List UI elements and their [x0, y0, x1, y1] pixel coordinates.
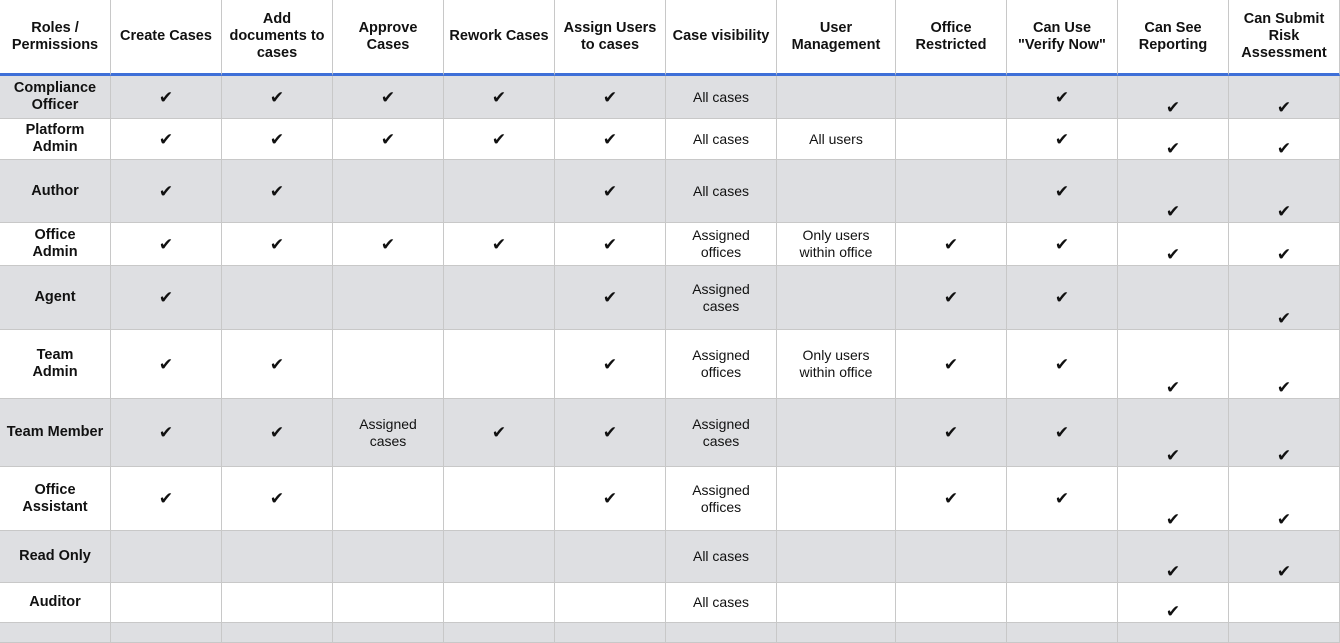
table-cell: [111, 467, 222, 531]
table-cell: [333, 266, 444, 330]
table-cell: [896, 160, 1007, 223]
checkmark-icon: ✔: [1165, 98, 1181, 117]
column-header: [111, 0, 222, 76]
table-cell: [1229, 399, 1340, 467]
table-cell: [1118, 160, 1229, 223]
row-header: [0, 467, 111, 531]
row-header: [0, 399, 111, 467]
column-header: [555, 0, 666, 76]
table-cell: [896, 266, 1007, 330]
table-cell: [1007, 266, 1118, 330]
table-cell: [111, 583, 222, 623]
role-name: Auditor: [29, 594, 81, 610]
column-header-label: Add documents to cases: [229, 11, 325, 61]
table-cell: [1007, 330, 1118, 399]
table-cell: [222, 467, 333, 531]
table-cell: [555, 467, 666, 531]
column-header-label: User Management: [791, 19, 881, 53]
checkmark-icon: ✔: [269, 423, 285, 442]
column-header: [333, 0, 444, 76]
cell-value: All cases: [692, 130, 750, 147]
cell-value: Assigned offices: [692, 227, 750, 260]
checkmark-icon: ✔: [380, 129, 396, 149]
table-cell: [444, 160, 555, 223]
checkmark-icon: ✔: [1054, 489, 1070, 508]
table-cell: [896, 330, 1007, 399]
column-header-label: Create Cases: [120, 28, 212, 44]
checkmark-icon: ✔: [1054, 87, 1070, 107]
table-cell: [1229, 266, 1340, 330]
checkmark-icon: ✔: [1276, 245, 1292, 264]
table-cell: [777, 223, 896, 266]
checkmark-icon: ✔: [1165, 510, 1181, 529]
table-cell: [222, 223, 333, 266]
column-header-label: Case visibility: [672, 28, 770, 44]
checkmark-icon: ✔: [158, 234, 174, 254]
column-header-label: Rework Cases: [449, 28, 549, 44]
table-cell: [111, 266, 222, 330]
row-header: [0, 160, 111, 223]
row-header: [0, 223, 111, 266]
empty-cell: [1229, 623, 1340, 643]
table-cell: [777, 266, 896, 330]
table-cell: [555, 266, 666, 330]
checkmark-icon: ✔: [1276, 139, 1292, 158]
checkmark-icon: ✔: [1054, 354, 1070, 374]
checkmark-icon: ✔: [602, 423, 618, 442]
checkmark-icon: ✔: [1165, 562, 1181, 581]
checkmark-icon: ✔: [1276, 378, 1292, 397]
checkmark-icon: ✔: [1054, 129, 1070, 149]
table-cell: [111, 223, 222, 266]
table-cell: [1007, 583, 1118, 623]
checkmark-icon: ✔: [1276, 446, 1292, 465]
table-cell: [777, 467, 896, 531]
checkmark-icon: ✔: [943, 234, 959, 254]
checkmark-icon: ✔: [1165, 245, 1181, 264]
table-cell: [555, 119, 666, 160]
cell-value: All cases: [692, 594, 750, 610]
empty-cell: [222, 623, 333, 643]
table-cell: [666, 583, 777, 623]
table-cell: [666, 223, 777, 266]
table-cell: [666, 160, 777, 223]
table-cell: [111, 160, 222, 223]
row-header: [0, 330, 111, 399]
table-cell: [111, 330, 222, 399]
checkmark-icon: ✔: [1276, 510, 1292, 529]
table-cell: [896, 399, 1007, 467]
column-header-label: Can Use "Verify Now": [1018, 19, 1106, 53]
checkmark-icon: ✔: [269, 489, 285, 508]
column-header: [1007, 0, 1118, 76]
checkmark-icon: ✔: [158, 87, 174, 107]
table-cell: [111, 399, 222, 467]
role-name: Platform Admin: [25, 122, 85, 155]
row-header: [0, 531, 111, 583]
role-name: Compliance Officer: [13, 80, 97, 113]
checkmark-icon: ✔: [943, 288, 959, 307]
table-cell: [444, 76, 555, 119]
checkmark-icon: ✔: [1054, 234, 1070, 254]
table-cell: [1118, 76, 1229, 119]
table-cell: [444, 223, 555, 266]
checkmark-icon: ✔: [1054, 423, 1070, 442]
table-cell: [777, 330, 896, 399]
role-name: Author: [31, 182, 79, 199]
table-cell: [896, 119, 1007, 160]
empty-cell: [666, 623, 777, 643]
table-cell: [896, 467, 1007, 531]
table-cell: [1118, 266, 1229, 330]
table-cell: [777, 399, 896, 467]
column-header: [222, 0, 333, 76]
column-header: [444, 0, 555, 76]
table-cell: [333, 76, 444, 119]
cell-value: Assigned cases: [359, 415, 417, 449]
table-cell: [1229, 76, 1340, 119]
table-cell: [666, 119, 777, 160]
checkmark-icon: ✔: [1165, 378, 1181, 397]
table-cell: [777, 119, 896, 160]
table-cell: [666, 467, 777, 531]
checkmark-icon: ✔: [1276, 309, 1292, 328]
table-cell: [333, 399, 444, 467]
column-header: [777, 0, 896, 76]
empty-cell: [0, 623, 111, 643]
checkmark-icon: ✔: [943, 423, 959, 442]
table-cell: [222, 583, 333, 623]
role-name: Agent: [34, 289, 76, 305]
table-cell: [1118, 330, 1229, 399]
checkmark-icon: ✔: [158, 354, 174, 374]
table-cell: [555, 223, 666, 266]
cell-value: Only users within office: [799, 347, 873, 380]
column-header: [666, 0, 777, 76]
table-cell: [333, 119, 444, 160]
table-cell: [896, 531, 1007, 583]
table-cell: [1229, 223, 1340, 266]
table-cell: [666, 399, 777, 467]
checkmark-icon: ✔: [602, 181, 618, 201]
table-cell: [444, 467, 555, 531]
checkmark-icon: ✔: [602, 129, 618, 149]
table-cell: [444, 119, 555, 160]
table-cell: [777, 76, 896, 119]
checkmark-icon: ✔: [1165, 202, 1181, 221]
table-cell: [1229, 583, 1340, 623]
checkmark-icon: ✔: [380, 234, 396, 254]
column-header: [1229, 0, 1340, 76]
column-header: [896, 0, 1007, 76]
column-header-label: Approve Cases: [358, 19, 418, 53]
table-cell: [444, 266, 555, 330]
table-cell: [666, 330, 777, 399]
checkmark-icon: ✔: [1054, 288, 1070, 307]
checkmark-icon: ✔: [943, 354, 959, 374]
column-header-label: Can Submit Risk Assessment: [1241, 11, 1327, 61]
checkmark-icon: ✔: [943, 489, 959, 508]
table-cell: [444, 583, 555, 623]
checkmark-icon: ✔: [491, 423, 507, 442]
checkmark-icon: ✔: [491, 234, 507, 254]
table-cell: [1229, 119, 1340, 160]
cell-value: All cases: [692, 88, 750, 105]
checkmark-icon: ✔: [269, 87, 285, 107]
table-cell: [1118, 467, 1229, 531]
cell-value: All cases: [692, 548, 750, 564]
table-cell: [1007, 399, 1118, 467]
table-cell: [555, 531, 666, 583]
checkmark-icon: ✔: [269, 181, 285, 201]
checkmark-icon: ✔: [1276, 98, 1292, 117]
table-cell: [1229, 467, 1340, 531]
table-cell: [1229, 531, 1340, 583]
checkmark-icon: ✔: [1165, 446, 1181, 465]
checkmark-icon: ✔: [602, 87, 618, 107]
table-cell: [1007, 531, 1118, 583]
empty-cell: [333, 623, 444, 643]
row-header: [0, 119, 111, 160]
table-cell: [777, 160, 896, 223]
empty-cell: [896, 623, 1007, 643]
table-cell: [444, 531, 555, 583]
row-header: [0, 583, 111, 623]
checkmark-icon: ✔: [380, 87, 396, 107]
table-cell: [1118, 583, 1229, 623]
column-header-label: Assign Users to cases: [563, 19, 657, 53]
checkmark-icon: ✔: [1276, 562, 1292, 581]
checkmark-icon: ✔: [491, 87, 507, 107]
row-header: [0, 76, 111, 119]
table-cell: [1118, 531, 1229, 583]
checkmark-icon: ✔: [1276, 202, 1292, 221]
checkmark-icon: ✔: [158, 489, 174, 508]
table-cell: [333, 160, 444, 223]
checkmark-icon: ✔: [158, 129, 174, 149]
empty-cell: [1007, 623, 1118, 643]
table-cell: [111, 119, 222, 160]
cell-value: All users: [809, 130, 863, 147]
empty-cell: [1118, 623, 1229, 643]
table-cell: [333, 583, 444, 623]
table-cell: [555, 399, 666, 467]
table-cell: [444, 330, 555, 399]
table-cell: [1007, 223, 1118, 266]
row-header: [0, 266, 111, 330]
checkmark-icon: ✔: [269, 129, 285, 149]
table-cell: [222, 330, 333, 399]
table-cell: [222, 266, 333, 330]
table-cell: [555, 160, 666, 223]
column-header-label: Can See Reporting: [1138, 19, 1208, 53]
table-cell: [1007, 119, 1118, 160]
role-name: Read Only: [19, 548, 91, 564]
cell-value: Only users within office: [799, 227, 873, 260]
table-cell: [444, 399, 555, 467]
checkmark-icon: ✔: [269, 354, 285, 374]
table-cell: [1118, 399, 1229, 467]
cell-value: All cases: [692, 182, 750, 199]
checkmark-icon: ✔: [158, 423, 174, 442]
cell-value: Assigned offices: [692, 481, 750, 515]
table-cell: [666, 531, 777, 583]
role-name: Team Admin: [32, 347, 78, 380]
table-cell: [1118, 223, 1229, 266]
empty-cell: [555, 623, 666, 643]
cell-value: Assigned cases: [692, 280, 750, 314]
checkmark-icon: ✔: [1165, 602, 1181, 621]
table-cell: [222, 399, 333, 467]
table-cell: [333, 223, 444, 266]
checkmark-icon: ✔: [269, 234, 285, 254]
empty-cell: [111, 623, 222, 643]
table-cell: [896, 76, 1007, 119]
table-cell: [111, 531, 222, 583]
table-cell: [555, 330, 666, 399]
role-name: Team Member: [6, 424, 104, 440]
checkmark-icon: ✔: [1165, 139, 1181, 158]
table-cell: [1118, 119, 1229, 160]
checkmark-icon: ✔: [1054, 181, 1070, 201]
table-cell: [1229, 160, 1340, 223]
table-cell: [896, 223, 1007, 266]
table-cell: [666, 76, 777, 119]
checkmark-icon: ✔: [158, 288, 174, 307]
cell-value: Assigned offices: [692, 347, 750, 380]
column-header-label: Office Restricted: [915, 19, 987, 53]
table-cell: [666, 266, 777, 330]
table-cell: [777, 531, 896, 583]
table-cell: [1007, 76, 1118, 119]
checkmark-icon: ✔: [491, 129, 507, 149]
table-cell: [222, 119, 333, 160]
table-cell: [222, 531, 333, 583]
checkmark-icon: ✔: [602, 489, 618, 508]
checkmark-icon: ✔: [602, 234, 618, 254]
column-header-label: Roles / Permissions: [11, 19, 99, 53]
table-cell: [1007, 467, 1118, 531]
column-header: [1118, 0, 1229, 76]
role-name: Office Admin: [32, 227, 78, 260]
checkmark-icon: ✔: [602, 354, 618, 374]
table-cell: [222, 160, 333, 223]
table-cell: [777, 583, 896, 623]
table-cell: [896, 583, 1007, 623]
column-header: [0, 0, 111, 76]
table-cell: [1229, 330, 1340, 399]
table-cell: [333, 467, 444, 531]
table-cell: [1007, 160, 1118, 223]
checkmark-icon: ✔: [158, 181, 174, 201]
cell-value: Assigned cases: [692, 415, 750, 449]
role-name: Office Assistant: [22, 481, 88, 515]
table-cell: [111, 76, 222, 119]
table-cell: [333, 330, 444, 399]
table-cell: [222, 76, 333, 119]
checkmark-icon: ✔: [602, 288, 618, 307]
table-cell: [555, 583, 666, 623]
table-cell: [333, 531, 444, 583]
empty-cell: [777, 623, 896, 643]
table-cell: [555, 76, 666, 119]
empty-cell: [444, 623, 555, 643]
